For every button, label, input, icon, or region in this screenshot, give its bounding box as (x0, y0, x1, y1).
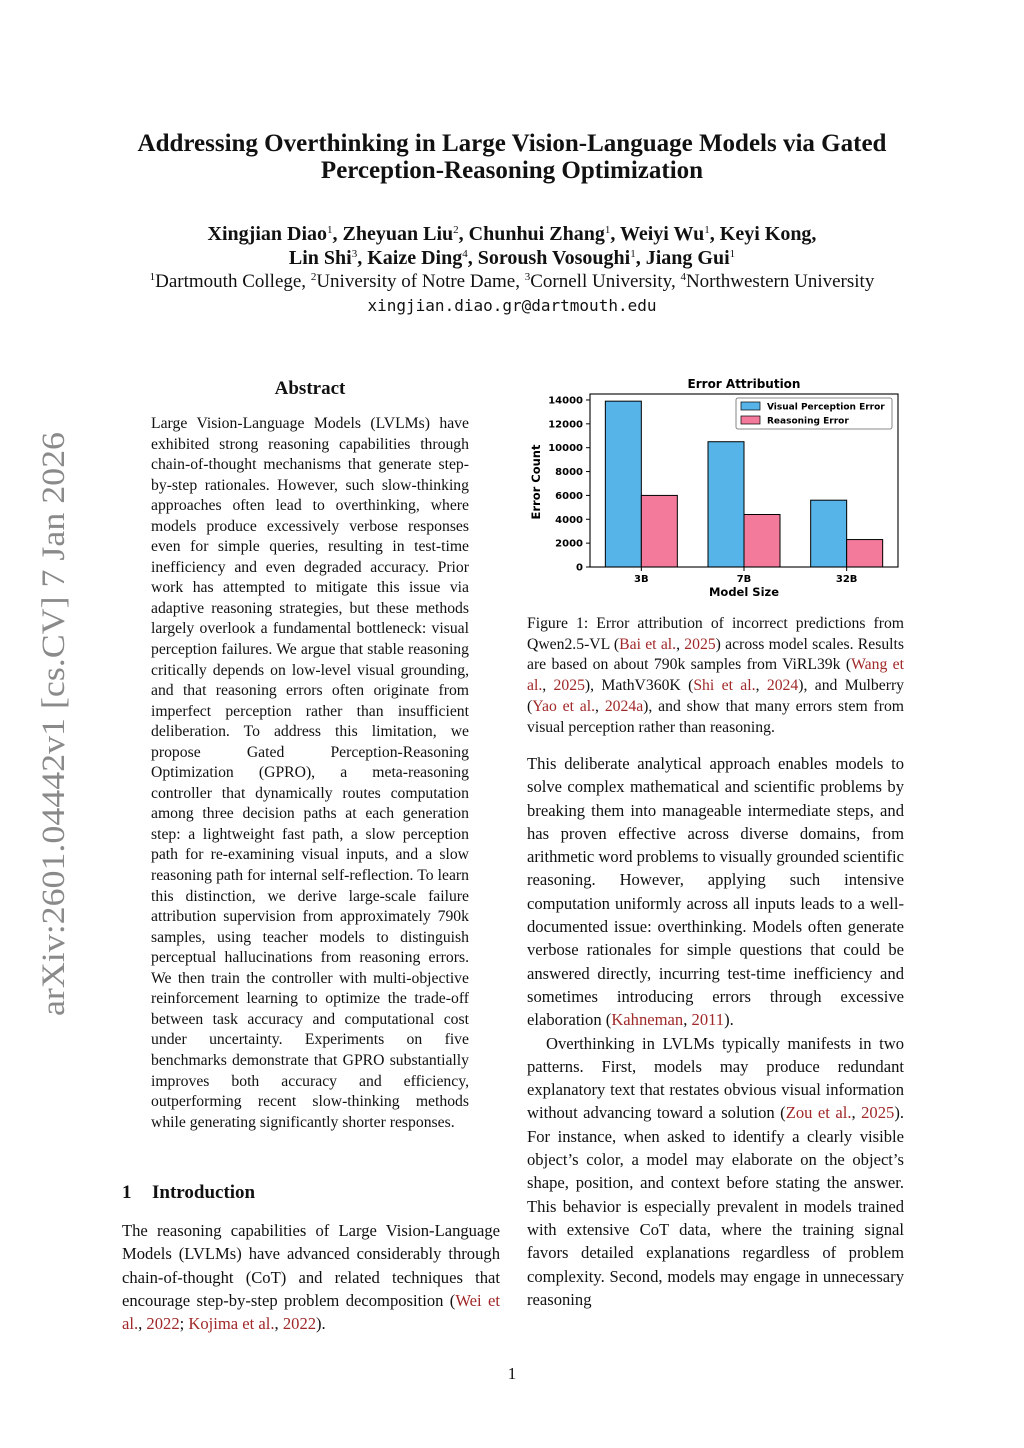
author-email[interactable]: xingjian.diao.gr@dartmouth.edu (367, 296, 657, 315)
citation-link[interactable]: Kahneman (611, 1010, 684, 1030)
author-affiliation: 1 (704, 224, 710, 236)
y-axis-label: Error Count (529, 444, 543, 520)
chart-title: Error Attribution (687, 377, 801, 391)
page-number: 1 (507, 1364, 517, 1383)
paragraph-text-end: ). (724, 1010, 734, 1030)
citation-link[interactable]: 2025 (861, 1103, 895, 1123)
figure-label: Figure 1: (527, 615, 589, 632)
caption-text: ), and show that many errors stem from visual perception rather than reasoning. (527, 697, 904, 736)
y-tick-label: 4000 (555, 514, 583, 526)
y-tick-label: 10000 (548, 443, 583, 455)
citation-link[interactable]: 2011 (691, 1010, 725, 1030)
author-affiliation: 2 (453, 224, 459, 236)
author-list (100, 222, 924, 270)
body-paragraph: Overthinking in LVLMs typically manifests in two patterns. First, models may produce redundant explanatory text that restates obvious visual information without advancing toward a solution (Zou et al., 2025). For instance, when asked to identify a clearly visible object’s color, a model may elaborate on the object’s shape, position, and context before stating the answer. This behavior is especially prevalent in models trained with extensive CoT data, where the training signal favors detailed explanations regardless of problem complexity. Second, models may engage in unnecessary reasoning (527, 1033, 904, 1309)
error-attribution-chart (524, 374, 908, 604)
citation-link[interactable]: 2022 (146, 1314, 180, 1334)
author: Keyi Kong, (719, 223, 817, 245)
abstract-text: Large Vision-Language Models (LVLMs) have exhibited strong reasoning capabilities through chain-of-thought mechanisms that generate step-by-step rationales. However, such slow-thinking approaches often lead to overthinking, where models produce excessively verbose responses even for simple queries, resulting in test-time inefficiency and even degraded accuracy. Prior work has attempted to mitigate this issue via adaptive reasoning strategies, but these methods largely overlook a fundamental bottleneck: visual perception failures. We argue that stable reasoning critically depends on low-level visual grounding, and that reasoning errors often originate from imperfect perception rather than insufficient deliberation. To address this limitation, we propose Gated Perception-Reasoning Optimization (GPRO), a meta-reasoning controller that dynamically routes computation among three decision paths at each generation step: a lightweight fast path, a slow perception path for re-examining visual inputs, and a slow reasoning path for internal self-reflection. To learn this distinction, we derive large-scale failure attribution supervision from approximately 790k samples, using teacher models to distinguish perceptual hallucinations from reasoning errors. We then train the controller with multi-objective reinforcement learning to optimize the trade-off between task accuracy and computational cost under uncertainty. Experiments on five benchmarks demonstrate that GPRO substantially improves both accuracy and efficiency, outperforming recent slow-thinking methods while generating significantly shorter responses. (151, 415, 469, 1131)
affiliations (60, 270, 964, 294)
caption-text: ), MathV360K ( (584, 677, 694, 695)
affiliation: Dartmouth College, (155, 271, 307, 292)
chart-legend (736, 398, 892, 429)
author-line-1: Xingjian Diao$^1$, Zheyuan Liu$^2$, Chunhui Zhang$^1$, Weiyi Wu$^1$, Keyi Kong, (207, 223, 817, 245)
author: Weiyi Wu (619, 223, 705, 245)
affiliation-number: 4 (680, 271, 686, 283)
legend-swatch-reasoning (741, 416, 760, 424)
figure-caption: Figure 1: Error attribution of incorrect predictions from Qwen2.5-VL (Bai et al., 2025) across model scales. Results are based on about 790k samples from ViRL39k (Wang et al., 2025), MathV360K (Shi et al., 2024), and Mulberry (Yao et al., 2024a), and show that many errors stem from visual perception rather than reasoning. (527, 615, 905, 736)
title-line-1: Addressing Overthinking in Large Vision-Language Models via Gated (137, 130, 887, 157)
section-number: 1 (122, 1182, 132, 1203)
section-heading-introduction (122, 1182, 502, 1204)
x-tick-label: 3B (634, 574, 649, 585)
citation-link[interactable]: Yao et al. (532, 697, 596, 715)
citation-link[interactable]: 2025 (553, 677, 585, 695)
intro-text-end: ). (316, 1314, 326, 1334)
caption-text: Error attribution of incorrect predictions from Qwen2.5-VL ( (527, 615, 904, 653)
legend-swatch-visual (741, 402, 760, 410)
citation-link[interactable]: Wei et al. (122, 1290, 501, 1334)
author-affiliation: 1 (604, 224, 611, 236)
citation-link[interactable]: Kojima et al. (188, 1314, 275, 1334)
section-title: Introduction (152, 1182, 256, 1203)
y-tick-label: 8000 (555, 467, 583, 479)
author-affiliation: 1 (729, 248, 736, 260)
author: Lin Shi (288, 247, 352, 269)
y-tick-label: 6000 (555, 490, 583, 502)
legend-label-reasoning: Reasoning Error (767, 416, 849, 427)
citation-link[interactable]: Bai et al. (619, 635, 677, 653)
bar-reasoning-3B (641, 495, 677, 567)
citation-link[interactable]: Shi et al. (693, 677, 756, 695)
caption-text: ), and Mulberry ( (527, 677, 905, 715)
title-line-2: Perception-Reasoning Optimization (320, 157, 704, 184)
citation-link[interactable]: 2024a (604, 697, 644, 715)
author-affiliation: 1 (630, 248, 636, 260)
bar-reasoning-32B (847, 540, 883, 567)
intro-paragraph: The reasoning capabilities of Large Vision-Language Models (LVLMs) have advanced considerably through chain-of-thought (CoT) and related techniques that encourage step-by-step problem decomposition (Wei et al., 2022; Kojima et al., 2022). (122, 1221, 501, 1334)
paragraph-text: ). For instance, when asked to identify a clearly visible object’s color, a model may elaborate on the object’s shape, position, and context before stating the answer. This behavior is especially prevalent in models trained with extensive CoT data, where the training signal favors detailed explanations regardless of problem complexity. Second, models may engage in unnecessary reasoning (527, 1103, 904, 1309)
citation-link[interactable]: Zou et al. (785, 1103, 852, 1123)
x-tick-label: 7B (736, 574, 752, 585)
citation-link[interactable]: Wang et al. (527, 656, 904, 695)
x-tick-label: 32B (835, 574, 858, 585)
citation-link[interactable]: 2022 (282, 1314, 317, 1334)
arxiv-id: arXiv:2601.04442v1 [cs.CV] 7 Jan 2026 (36, 478, 72, 1016)
y-tick-label: 2000 (555, 538, 583, 550)
author-affiliation: 3 (351, 248, 358, 260)
body-paragraph: This deliberate analytical approach enables models to solve complex mathematical and scientific problems by breaking them into manageable intermediate steps, and has proven effective across diverse domains, from arithmetic word problems to visually grounded scientific reasoning. However, applying such intensive computation uniformly across all inputs leads to a well-documented issue: overthinking. Models often generate verbose rationales for simple questions that could be answered directly, incurring test-time inefficiency and sometimes introducing errors through excessive elaboration (Kahneman, 2011). (527, 754, 904, 1030)
arxiv-stamp (16, 432, 78, 1016)
affiliation-number: 2 (310, 271, 317, 283)
affiliation: Northwestern University (685, 271, 875, 292)
paragraph-text: This deliberate analytical approach enables models to solve complex mathematical and scientific problems by breaking them into manageable intermediate steps, and has proven effective across diverse domains, from arithmetic word problems to visually grounded scientific reasoning. However, applying such intensive computation uniformly across all inputs leads to a well-documented issue: overthinking. Models often generate verbose rationales for simple questions that could be answered directly, incurring test-time inefficiency and sometimes introducing errors through excessive elaboration ( (527, 754, 904, 1030)
abstract-heading: Abstract (274, 378, 346, 399)
paper-title (100, 130, 924, 184)
author: Chunhui Zhang (468, 223, 605, 245)
affiliation: Cornell University, (530, 271, 676, 292)
paragraph-text: Overthinking in LVLMs typically manifests in two patterns. First, models may produce redundant explanatory text that restates obvious visual information without advancing toward a solution ( (527, 1033, 904, 1123)
y-tick-label: 14000 (548, 395, 583, 407)
y-tick-label: 0 (576, 562, 583, 574)
bar-visual-perception-3B (605, 401, 641, 567)
legend-label-visual: Visual Perception Error (767, 402, 885, 413)
author: Soroush Vosoughi (477, 247, 631, 269)
author: Kaize Ding (367, 247, 463, 269)
affiliation-number: 3 (524, 271, 531, 283)
citation-link[interactable]: 2025 (684, 635, 716, 653)
author-line-2: Lin Shi$^3$, Kaize Ding$^4$, Soroush Vosoughi$^1$, Jiang Gui$^1$ (288, 247, 736, 269)
caption-text: ) across model scales. Results are based on about 790k samples from ViRL39k ( (527, 635, 905, 674)
author: Jiang Gui (645, 247, 730, 269)
author: Zheyuan Liu (342, 223, 454, 245)
x-axis-label: Model Size (708, 585, 780, 599)
author: Xingjian Diao (207, 223, 328, 245)
author-affiliation: 4 (462, 248, 468, 260)
intro-text: The reasoning capabilities of Large Vision-Language Models (LVLMs) have advanced considerably through chain-of-thought (CoT) and related techniques that encourage step-by-step problem decomposition ( (122, 1221, 500, 1310)
author-affiliation: 1 (327, 224, 333, 236)
bar-reasoning-7B (744, 515, 780, 567)
affiliation-number: 1 (149, 271, 156, 283)
citation-link[interactable]: 2024 (766, 677, 799, 695)
y-tick-label: 12000 (548, 419, 583, 431)
bar-visual-perception-32B (811, 500, 847, 567)
bar-visual-perception-7B (708, 442, 744, 567)
affiliation: University of Notre Dame, (316, 271, 520, 292)
right-column-body (527, 752, 904, 1311)
